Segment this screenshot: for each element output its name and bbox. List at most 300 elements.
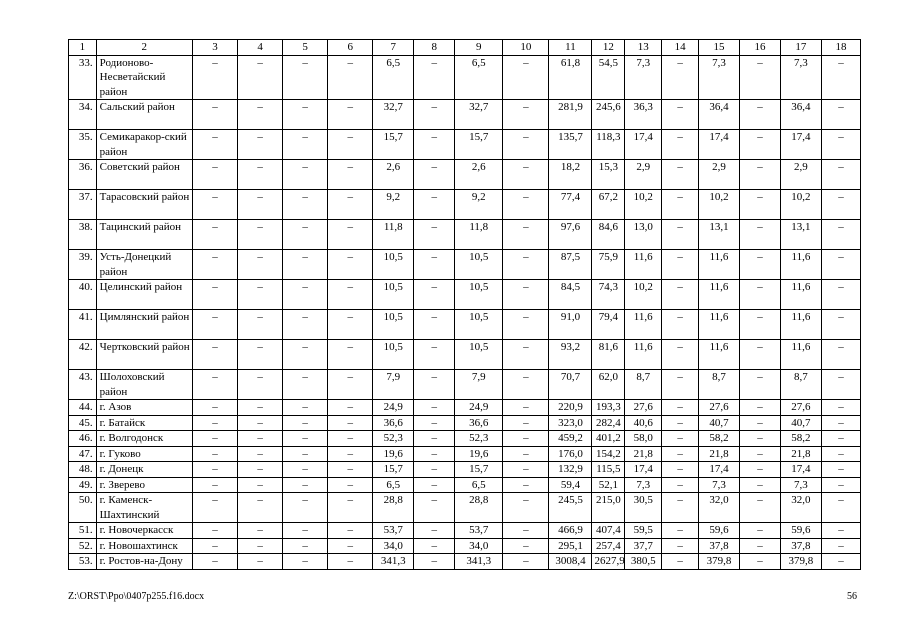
- table-cell: –: [283, 446, 328, 462]
- table-cell: –: [192, 340, 237, 370]
- table-cell: –: [238, 370, 283, 400]
- table-cell: 3008,4: [549, 554, 592, 570]
- table-cell: –: [414, 477, 455, 493]
- table-cell: –: [739, 477, 780, 493]
- table-cell: 10,2: [625, 280, 662, 310]
- table-cell: –: [503, 523, 549, 539]
- district-name: Семикаракор-ский район: [96, 130, 192, 160]
- table-cell: –: [328, 250, 373, 280]
- table-cell: –: [662, 462, 699, 478]
- table-cell: –: [414, 462, 455, 478]
- row-number: 36.: [69, 160, 97, 190]
- column-header: 11: [549, 40, 592, 56]
- table-cell: –: [503, 370, 549, 400]
- table-cell: –: [503, 190, 549, 220]
- table-cell: –: [821, 538, 860, 554]
- table-cell: 87,5: [549, 250, 592, 280]
- table-cell: –: [283, 415, 328, 431]
- table-cell: 18,2: [549, 160, 592, 190]
- table-cell: –: [328, 190, 373, 220]
- table-cell: –: [192, 431, 237, 447]
- table-cell: –: [328, 431, 373, 447]
- column-header: 3: [192, 40, 237, 56]
- table-cell: 9,2: [455, 190, 503, 220]
- table-cell: –: [238, 130, 283, 160]
- table-cell: –: [739, 280, 780, 310]
- table-cell: –: [414, 415, 455, 431]
- table-cell: 11,6: [780, 340, 821, 370]
- table-cell: 10,2: [780, 190, 821, 220]
- table-cell: 59,6: [699, 523, 740, 539]
- table-cell: –: [503, 400, 549, 416]
- table-row: [69, 538, 861, 554]
- table-cell: 28,8: [373, 493, 414, 523]
- table-cell: –: [238, 310, 283, 340]
- table-cell: 40,7: [780, 415, 821, 431]
- row-number: 48.: [69, 462, 97, 478]
- column-header: 15: [699, 40, 740, 56]
- table-body: [69, 55, 861, 569]
- district-name: Шолоховский район: [96, 370, 192, 400]
- table-cell: 27,6: [699, 400, 740, 416]
- table-cell: –: [662, 477, 699, 493]
- table-cell: –: [662, 160, 699, 190]
- table-cell: 2,9: [699, 160, 740, 190]
- row-number: 45.: [69, 415, 97, 431]
- table-cell: 17,4: [625, 130, 662, 160]
- table-row: [69, 523, 861, 539]
- table-cell: 7,3: [780, 55, 821, 100]
- table-cell: –: [238, 280, 283, 310]
- table-cell: 6,5: [455, 55, 503, 100]
- row-number: 38.: [69, 220, 97, 250]
- table-cell: 407,4: [592, 523, 625, 539]
- table-cell: 176,0: [549, 446, 592, 462]
- table-cell: 15,7: [455, 462, 503, 478]
- table-cell: 17,4: [780, 130, 821, 160]
- district-name: г. Зверево: [96, 477, 192, 493]
- header-row: [69, 40, 861, 56]
- table-cell: –: [739, 55, 780, 100]
- table-cell: 37,8: [780, 538, 821, 554]
- table-cell: –: [739, 370, 780, 400]
- table-cell: –: [192, 523, 237, 539]
- table-cell: 11,6: [699, 250, 740, 280]
- table-cell: –: [662, 415, 699, 431]
- table-cell: –: [503, 538, 549, 554]
- row-number: 43.: [69, 370, 97, 400]
- table-cell: 10,5: [373, 340, 414, 370]
- table-cell: –: [283, 554, 328, 570]
- table-cell: 32,7: [373, 100, 414, 130]
- table-cell: –: [328, 523, 373, 539]
- table-row: [69, 370, 861, 400]
- table-cell: 11,8: [455, 220, 503, 250]
- table-cell: 282,4: [592, 415, 625, 431]
- table-cell: –: [328, 554, 373, 570]
- district-name: Тацинский район: [96, 220, 192, 250]
- table-cell: 11,6: [780, 310, 821, 340]
- table-cell: 6,5: [455, 477, 503, 493]
- column-header: 4: [238, 40, 283, 56]
- table-cell: –: [662, 493, 699, 523]
- table-cell: –: [328, 462, 373, 478]
- column-header: 16: [739, 40, 780, 56]
- table-cell: –: [821, 130, 860, 160]
- column-header: 5: [283, 40, 328, 56]
- table-cell: –: [328, 340, 373, 370]
- table-cell: –: [821, 100, 860, 130]
- table-cell: 13,1: [699, 220, 740, 250]
- table-cell: 52,3: [373, 431, 414, 447]
- table-cell: –: [503, 415, 549, 431]
- table-cell: –: [821, 446, 860, 462]
- table-cell: –: [238, 340, 283, 370]
- table-cell: 2,9: [625, 160, 662, 190]
- table-cell: –: [192, 100, 237, 130]
- table-cell: 6,5: [373, 477, 414, 493]
- table-cell: 17,4: [699, 462, 740, 478]
- row-number: 49.: [69, 477, 97, 493]
- table-cell: –: [192, 446, 237, 462]
- table-cell: 11,6: [625, 340, 662, 370]
- table-row: [69, 462, 861, 478]
- column-header: 7: [373, 40, 414, 56]
- row-number: 33.: [69, 55, 97, 100]
- table-row: [69, 554, 861, 570]
- table-cell: 8,7: [780, 370, 821, 400]
- row-number: 37.: [69, 190, 97, 220]
- table-cell: –: [192, 400, 237, 416]
- table-cell: –: [192, 190, 237, 220]
- table-cell: 21,8: [625, 446, 662, 462]
- table-cell: –: [414, 493, 455, 523]
- table-cell: 58,2: [780, 431, 821, 447]
- table-cell: –: [414, 310, 455, 340]
- table-cell: –: [662, 370, 699, 400]
- table-cell: 13,1: [780, 220, 821, 250]
- table-cell: 7,3: [625, 477, 662, 493]
- table-cell: 17,4: [780, 462, 821, 478]
- table-cell: –: [821, 250, 860, 280]
- file-path: Z:\ORST\Ppo\0407p255.f16.docx: [68, 591, 205, 602]
- table-cell: –: [414, 190, 455, 220]
- table-row: [69, 493, 861, 523]
- table-cell: 28,8: [455, 493, 503, 523]
- table-cell: 10,5: [373, 250, 414, 280]
- table-cell: –: [192, 477, 237, 493]
- row-number: 42.: [69, 340, 97, 370]
- table-cell: 61,8: [549, 55, 592, 100]
- table-cell: 10,5: [455, 280, 503, 310]
- data-table: [68, 39, 861, 570]
- table-cell: –: [283, 493, 328, 523]
- table-cell: –: [414, 220, 455, 250]
- table-cell: 27,6: [780, 400, 821, 416]
- district-name: г. Новочеркасск: [96, 523, 192, 539]
- table-row: [69, 220, 861, 250]
- table-cell: –: [192, 554, 237, 570]
- table-cell: 10,5: [373, 310, 414, 340]
- table-cell: 11,6: [625, 310, 662, 340]
- table-cell: –: [662, 538, 699, 554]
- table-row: [69, 415, 861, 431]
- table-cell: –: [238, 250, 283, 280]
- table-cell: –: [414, 250, 455, 280]
- district-name: г. Каменск-Шахтинский: [96, 493, 192, 523]
- table-cell: 466,9: [549, 523, 592, 539]
- table-cell: –: [414, 431, 455, 447]
- table-cell: 79,4: [592, 310, 625, 340]
- table-cell: 10,5: [455, 250, 503, 280]
- district-name: Родионово-Несветайский район: [96, 55, 192, 100]
- table-cell: –: [328, 280, 373, 310]
- table-cell: –: [503, 431, 549, 447]
- table-cell: –: [238, 477, 283, 493]
- table-cell: –: [503, 493, 549, 523]
- table-cell: 459,2: [549, 431, 592, 447]
- table-cell: 27,6: [625, 400, 662, 416]
- table-cell: –: [192, 160, 237, 190]
- table-cell: 379,8: [780, 554, 821, 570]
- district-name: г. Батайск: [96, 415, 192, 431]
- row-number: 39.: [69, 250, 97, 280]
- table-cell: –: [821, 477, 860, 493]
- table-cell: 341,3: [373, 554, 414, 570]
- table-row: [69, 477, 861, 493]
- column-header: 2: [96, 40, 192, 56]
- district-name: г. Новошахтинск: [96, 538, 192, 554]
- table-cell: –: [662, 400, 699, 416]
- table-cell: –: [739, 250, 780, 280]
- table-cell: –: [739, 554, 780, 570]
- table-cell: –: [283, 400, 328, 416]
- district-name: Усть-Донецкий район: [96, 250, 192, 280]
- table-cell: –: [283, 250, 328, 280]
- table-cell: –: [238, 523, 283, 539]
- table-cell: –: [283, 130, 328, 160]
- district-name: Советский район: [96, 160, 192, 190]
- row-number: 53.: [69, 554, 97, 570]
- table-cell: 8,7: [699, 370, 740, 400]
- table-cell: 19,6: [455, 446, 503, 462]
- table-cell: 36,4: [780, 100, 821, 130]
- district-name: Чертковский район: [96, 340, 192, 370]
- table-cell: –: [238, 554, 283, 570]
- table-cell: 281,9: [549, 100, 592, 130]
- table-cell: –: [414, 538, 455, 554]
- table-cell: –: [192, 370, 237, 400]
- table-cell: 401,2: [592, 431, 625, 447]
- district-name: г. Азов: [96, 400, 192, 416]
- table-cell: –: [414, 370, 455, 400]
- table-cell: –: [739, 462, 780, 478]
- table-cell: 10,5: [455, 310, 503, 340]
- table-cell: –: [503, 55, 549, 100]
- table-cell: 93,2: [549, 340, 592, 370]
- table-cell: 30,5: [625, 493, 662, 523]
- column-header: 14: [662, 40, 699, 56]
- table-cell: –: [328, 538, 373, 554]
- table-cell: –: [739, 415, 780, 431]
- row-number: 34.: [69, 100, 97, 130]
- table-cell: –: [283, 280, 328, 310]
- table-cell: –: [238, 220, 283, 250]
- table-cell: –: [414, 554, 455, 570]
- column-header: 12: [592, 40, 625, 56]
- table-cell: –: [238, 446, 283, 462]
- table-cell: –: [238, 462, 283, 478]
- table-cell: 11,6: [780, 280, 821, 310]
- column-header: 6: [328, 40, 373, 56]
- table-row: [69, 130, 861, 160]
- table-cell: –: [283, 310, 328, 340]
- table-cell: –: [503, 446, 549, 462]
- table-cell: 75,9: [592, 250, 625, 280]
- table-cell: –: [283, 431, 328, 447]
- table-cell: 59,4: [549, 477, 592, 493]
- table-cell: 2,6: [373, 160, 414, 190]
- table-cell: –: [192, 220, 237, 250]
- table-cell: 19,6: [373, 446, 414, 462]
- table-cell: –: [821, 462, 860, 478]
- table-cell: –: [328, 446, 373, 462]
- table-cell: –: [192, 250, 237, 280]
- table-row: [69, 446, 861, 462]
- table-cell: 36,4: [699, 100, 740, 130]
- table-cell: –: [283, 340, 328, 370]
- table-cell: 32,7: [455, 100, 503, 130]
- table-cell: 34,0: [373, 538, 414, 554]
- table-cell: –: [821, 370, 860, 400]
- district-name: Сальский район: [96, 100, 192, 130]
- column-header: 17: [780, 40, 821, 56]
- table-cell: –: [414, 100, 455, 130]
- table-cell: –: [739, 431, 780, 447]
- table-cell: –: [283, 477, 328, 493]
- table-cell: 91,0: [549, 310, 592, 340]
- table-cell: 193,3: [592, 400, 625, 416]
- table-cell: –: [283, 160, 328, 190]
- table-cell: 380,5: [625, 554, 662, 570]
- table-cell: 59,5: [625, 523, 662, 539]
- table-cell: –: [821, 55, 860, 100]
- table-cell: –: [821, 280, 860, 310]
- table-cell: –: [739, 446, 780, 462]
- table-cell: 53,7: [373, 523, 414, 539]
- column-header: 18: [821, 40, 860, 56]
- column-header: 10: [503, 40, 549, 56]
- table-row: [69, 100, 861, 130]
- table-cell: 15,7: [373, 130, 414, 160]
- table-cell: 15,3: [592, 160, 625, 190]
- table-cell: –: [503, 100, 549, 130]
- table-cell: 132,9: [549, 462, 592, 478]
- table-cell: –: [662, 340, 699, 370]
- table-cell: 154,2: [592, 446, 625, 462]
- table-cell: –: [662, 523, 699, 539]
- table-cell: 54,5: [592, 55, 625, 100]
- table-row: [69, 310, 861, 340]
- table-cell: 37,7: [625, 538, 662, 554]
- table-cell: –: [414, 340, 455, 370]
- table-cell: –: [283, 190, 328, 220]
- row-number: 41.: [69, 310, 97, 340]
- table-cell: –: [192, 55, 237, 100]
- table-cell: 7,3: [780, 477, 821, 493]
- district-name: г. Донецк: [96, 462, 192, 478]
- table-cell: –: [739, 493, 780, 523]
- table-cell: –: [739, 160, 780, 190]
- table-cell: –: [238, 493, 283, 523]
- table-cell: –: [503, 462, 549, 478]
- table-cell: 77,4: [549, 190, 592, 220]
- table-cell: 11,6: [699, 340, 740, 370]
- table-cell: 341,3: [455, 554, 503, 570]
- table-cell: 62,0: [592, 370, 625, 400]
- table-cell: 7,9: [455, 370, 503, 400]
- table-cell: 15,7: [455, 130, 503, 160]
- table-row: [69, 400, 861, 416]
- table-cell: –: [662, 130, 699, 160]
- table-cell: –: [739, 100, 780, 130]
- table-cell: –: [739, 220, 780, 250]
- table-cell: –: [414, 280, 455, 310]
- table-cell: –: [328, 100, 373, 130]
- table-cell: –: [238, 160, 283, 190]
- table-cell: –: [739, 538, 780, 554]
- table-cell: –: [283, 55, 328, 100]
- table-cell: 7,3: [699, 477, 740, 493]
- table-cell: 21,8: [780, 446, 821, 462]
- table-cell: –: [503, 280, 549, 310]
- district-name: г. Ростов-на-Дону: [96, 554, 192, 570]
- table-cell: –: [328, 220, 373, 250]
- table-cell: –: [662, 250, 699, 280]
- table-cell: –: [739, 340, 780, 370]
- table-cell: –: [283, 370, 328, 400]
- table-cell: 295,1: [549, 538, 592, 554]
- table-cell: –: [821, 220, 860, 250]
- table-cell: –: [503, 130, 549, 160]
- table-cell: –: [739, 130, 780, 160]
- table-cell: 8,7: [625, 370, 662, 400]
- page-number: 56: [847, 591, 857, 602]
- table-cell: 13,0: [625, 220, 662, 250]
- district-name: Целинский район: [96, 280, 192, 310]
- table-cell: 67,2: [592, 190, 625, 220]
- table-cell: 36,3: [625, 100, 662, 130]
- table-cell: 32,0: [780, 493, 821, 523]
- table-cell: –: [739, 310, 780, 340]
- table-cell: 10,5: [455, 340, 503, 370]
- table-cell: –: [503, 250, 549, 280]
- table-cell: 118,3: [592, 130, 625, 160]
- table-cell: –: [414, 523, 455, 539]
- table-cell: 135,7: [549, 130, 592, 160]
- table-cell: 24,9: [455, 400, 503, 416]
- table-cell: –: [238, 100, 283, 130]
- table-cell: 11,6: [625, 250, 662, 280]
- table-cell: 17,4: [699, 130, 740, 160]
- table-cell: –: [283, 523, 328, 539]
- table-cell: –: [192, 493, 237, 523]
- table-cell: –: [238, 415, 283, 431]
- table-cell: 10,2: [699, 190, 740, 220]
- row-number: 46.: [69, 431, 97, 447]
- table-cell: –: [821, 310, 860, 340]
- table-cell: 2,6: [455, 160, 503, 190]
